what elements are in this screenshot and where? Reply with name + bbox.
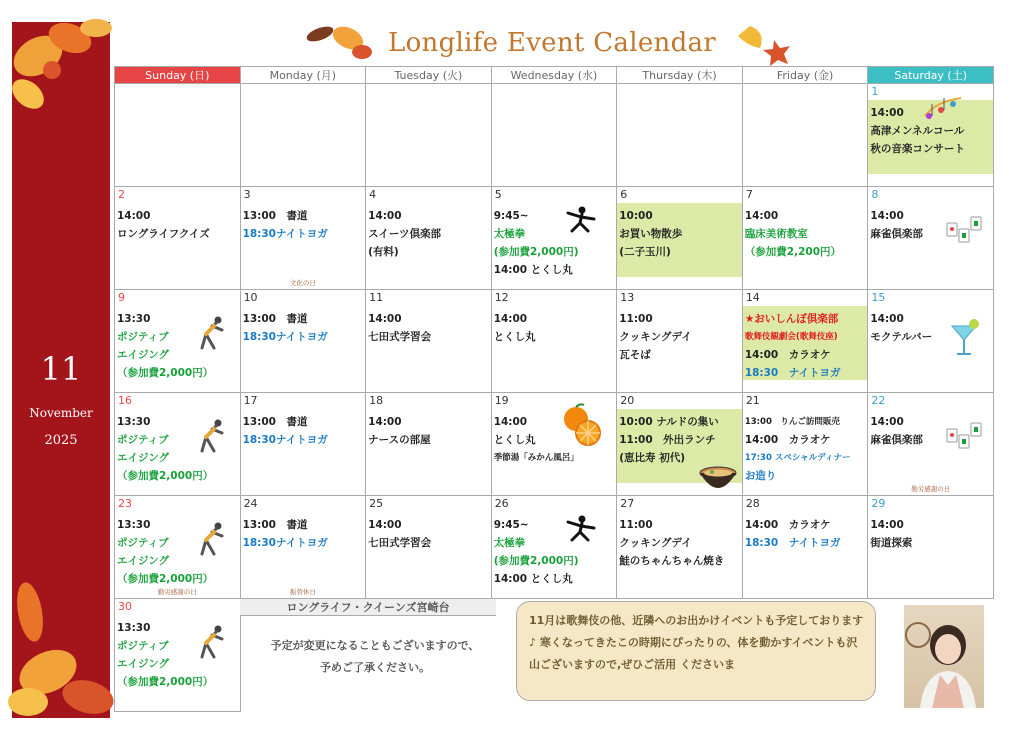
holiday-note: 勤労感謝の日 [911,485,951,493]
day-number: 10 [243,291,258,304]
day-cell [868,496,994,599]
event-line: 13:00 書道 [242,313,308,325]
day-cell [617,290,743,393]
empty-day-cell [617,84,743,187]
day-number: 30 [118,600,132,613]
event-line: （参加費2,000円） [117,367,214,379]
event-list [619,413,740,467]
day-cell [366,187,492,290]
day-number: 11 [369,291,384,304]
day-number: 20 [620,394,635,407]
event-line: 麻雀倶楽部 [870,228,923,240]
event-line: 高津メンネルコール [870,125,965,137]
event-line: 11:00 外出ランチ [619,434,716,446]
holiday-note: 振替休日 [289,588,316,596]
page-title: Longlife Event Calendar [388,28,717,58]
day-number: 3 [243,188,251,201]
music-notes-icon [919,90,965,127]
event-list [368,207,489,261]
day-cell [868,187,994,290]
event-line: エイジング [117,349,170,361]
empty-day-cell [240,84,366,187]
event-list [745,207,866,261]
event-line: お造り [744,470,777,482]
day-number: 14 [745,291,760,304]
staff-photo [904,605,984,708]
day-cell [115,290,241,393]
day-cell [115,599,241,712]
tai-chi-icon [562,205,596,236]
day-cell [491,187,617,290]
weekday-header-tuesday: Tuesday (火) [366,67,492,84]
event-line: エイジング [117,555,170,567]
message-bubble [516,601,876,701]
day-number: 17 [243,394,258,407]
day-number: 5 [494,188,502,201]
month-name: November [29,406,93,420]
event-line: ポジティブ [117,640,169,652]
week-row [115,290,994,393]
month-sidebar [12,22,110,718]
event-list [494,310,615,346]
event-line: 13:30 [117,519,151,531]
event-list [368,413,489,449]
event-line: 14:00 [493,313,528,325]
stretch-icon [192,621,226,662]
event-line: とくし丸 [493,331,536,343]
event-line: 18:30ナイトヨガ [242,331,328,343]
staff-avatar-icon [904,605,984,708]
week-row [115,393,994,496]
empty-day-cell [491,84,617,187]
event-line: 13:00 書道 [242,519,308,531]
weekday-header-sunday: Sunday (日) [115,67,241,84]
day-number: 22 [871,394,886,407]
calendar-title [300,22,820,66]
mahjong-icon [943,421,987,454]
event-line: 14:00 カラオケ [744,349,831,361]
empty-day-cell [366,84,492,187]
event-line: 13:00 書道 [242,416,308,428]
event-line: 14:00 とくし丸 [493,573,573,585]
day-number: 1 [871,85,879,98]
day-cell [491,496,617,599]
event-line: 14:00 [870,313,904,325]
event-line: 鮭のちゃんちゃん焼き [619,555,725,567]
event-line: 10:00 ナルドの集い [619,416,719,428]
event-line: 14:00 [368,519,402,531]
day-cell [742,290,868,393]
change-notice [240,635,510,679]
event-line: ポジティブ [117,537,169,549]
event-line: 13:00 書道 [242,210,308,222]
year: 2025 [44,433,78,448]
event-line: 11:00 [619,519,653,531]
event-list [619,310,740,364]
week-row [115,84,994,187]
event-line: クッキングデイ [619,537,692,549]
event-line: 七田式学習会 [368,537,432,549]
day-cell [868,84,994,187]
event-list [745,310,866,382]
empty-day-cell [742,84,868,187]
cocktail-icon [949,318,979,361]
day-cell [868,393,994,496]
event-line: 14:00 [368,416,402,428]
holiday-note: 文化の日 [289,279,316,287]
day-cell [617,496,743,599]
day-cell [115,496,241,599]
week-row [115,187,994,290]
event-line: スイーツ倶楽部 [368,228,441,240]
facility-name: ロングライフ・クイーンズ宮崎台 [240,599,496,616]
event-list [243,310,364,346]
change-notice-line: 予定が変更になることもございますので、 [270,639,480,652]
event-line: 太極拳 [493,228,526,240]
day-number: 6 [620,188,628,201]
mahjong-icon [943,215,987,248]
autumn-leaves-icon [8,16,118,116]
day-number: 23 [118,497,132,510]
day-cell [491,393,617,496]
message-text: 11月は歌舞伎の他、近隣へのお出かけイベントも予定しております♪ 寒くなってきたこの時期にぴったりの、体を動かすイベントも沢山ございますので,ぜひご活用 くださいま [529,614,864,671]
day-cell [240,290,366,393]
event-list [243,413,364,449]
event-line: 13:30 [117,416,151,428]
event-line: 14:00 [870,416,904,428]
event-line: 10:00 [619,210,653,222]
day-cell [491,290,617,393]
day-number: 9 [118,291,125,304]
event-line: 14:00 [744,210,779,222]
event-line: 14:00 [870,210,904,222]
event-line: 13:00 りんご訪問販売 [744,417,840,427]
day-number: 13 [620,291,635,304]
autumn-leaves-bottom-icon [8,552,118,722]
day-number: 8 [871,188,879,201]
event-line: ★おいしんぼ倶楽部 [744,313,839,325]
event-list [745,413,866,485]
event-list [243,207,364,243]
event-line: 14:00 [117,210,151,222]
day-number: 12 [494,291,509,304]
event-list [619,516,740,570]
event-list [745,516,866,552]
event-line: 14:00 [870,107,904,119]
event-line: 11:00 [619,313,653,325]
event-list [870,516,991,552]
day-cell [366,393,492,496]
holiday-note: 勤労感謝の日 [157,588,197,596]
event-line: クッキングデイ [619,331,692,343]
event-line: 18:30ナイトヨガ [242,228,328,240]
day-number: 25 [369,497,384,510]
day-cell [868,290,994,393]
day-number: 4 [369,188,377,201]
month-number: 11 [40,350,82,388]
event-line: 季節湯「みかん風呂」 [493,453,579,463]
day-number: 21 [745,394,760,407]
day-number: 19 [494,394,509,407]
weekday-header-thursday: Thursday (木) [617,67,743,84]
event-line: 歌舞伎観劇会(歌舞伎座) [744,332,838,342]
change-notice-line: 予めご了承ください。 [320,661,430,674]
event-line: （参加費2,000円） [117,676,214,688]
event-line: (参加費2,000円) [493,555,579,567]
event-line: ロングライフクイズ [117,228,210,240]
event-line: 秋の音楽コンサート [870,143,965,155]
week-row [115,496,994,599]
event-line: 14:00 とくし丸 [493,264,573,276]
event-line: (参加費2,000円) [493,246,579,258]
event-line: 13:30 [117,313,151,325]
maple-leaves-icon [300,22,380,66]
event-line: 14:00 [870,519,904,531]
event-line: ポジティブ [117,434,169,446]
day-number: 26 [494,497,509,510]
day-cell [240,496,366,599]
event-line: 14:00 カラオケ [744,434,831,446]
day-number: 7 [745,188,753,201]
day-cell [366,290,492,393]
day-number: 2 [118,188,125,201]
event-line: 七田式学習会 [368,331,432,343]
day-number: 15 [871,291,886,304]
weekday-header-monday: Monday (月) [240,67,366,84]
weekday-header-wednesday: Wednesday (水) [491,67,617,84]
event-line: （参加費2,000円） [117,573,214,585]
day-cell [115,187,241,290]
day-number: 18 [369,394,384,407]
event-line: 18:30ナイトヨガ [242,537,328,549]
event-line: 14:00 [368,210,402,222]
event-list [117,207,238,243]
event-list [243,516,364,552]
stretch-icon [192,415,226,456]
event-list [368,516,489,552]
event-line: (恵比寿 初代) [619,452,686,464]
event-line: （参加費2,200円） [744,246,842,258]
empty-day-cell [115,84,241,187]
event-line: 9:45~ [493,210,529,222]
event-line: 麻雀倶楽部 [870,434,923,446]
day-number: 24 [243,497,258,510]
event-line: 瓦そば [619,349,651,361]
event-line: 9:45~ [493,519,529,531]
event-line: エイジング [117,658,170,670]
day-number: 27 [620,497,635,510]
event-line: 太極拳 [493,537,526,549]
event-line: とくし丸 [493,434,536,446]
ginkgo-leaf-icon [730,22,800,66]
event-line: 18:30ナイトヨガ [242,434,328,446]
event-line: 臨床美術教室 [744,228,808,240]
event-line: (有料) [368,246,399,258]
event-line: お買い物散歩 [619,228,683,240]
event-line: （参加費2,000円） [117,470,214,482]
stretch-icon [192,518,226,559]
event-line: (二子玉川) [619,246,671,258]
event-line: 13:30 [117,622,151,634]
event-list [368,310,489,346]
event-line: 14:00 [493,416,528,428]
day-cell [366,496,492,599]
day-cell [742,496,868,599]
day-cell [742,393,868,496]
day-number: 29 [871,497,886,510]
day-cell [240,187,366,290]
weekday-header-friday: Friday (金) [742,67,868,84]
day-cell [742,187,868,290]
event-line: 14:00 [368,313,402,325]
event-line: ナースの部屋 [368,434,431,446]
day-cell [617,187,743,290]
event-line: 14:00 カラオケ [744,519,831,531]
event-line: モクテルバー [870,331,933,343]
footer-panel [240,598,994,714]
day-number: 28 [745,497,760,510]
event-line: 17:30 スペシャルディナー [744,453,851,463]
event-line: ポジティブ [117,331,169,343]
event-line: エイジング [117,452,170,464]
day-number: 16 [118,394,132,407]
tai-chi-icon [562,514,596,545]
ramen-icon [698,463,738,496]
day-cell [617,393,743,496]
event-line: 18:30 ナイトヨガ [744,537,841,549]
day-cell [240,393,366,496]
event-line: 18:30 ナイトヨガ [744,367,841,379]
orange-icon [560,403,604,450]
weekday-header-saturday: Saturday (土) [868,67,994,84]
stretch-icon [192,312,226,353]
day-cell [115,393,241,496]
event-list [619,207,740,261]
event-line: 街道探索 [870,537,913,549]
